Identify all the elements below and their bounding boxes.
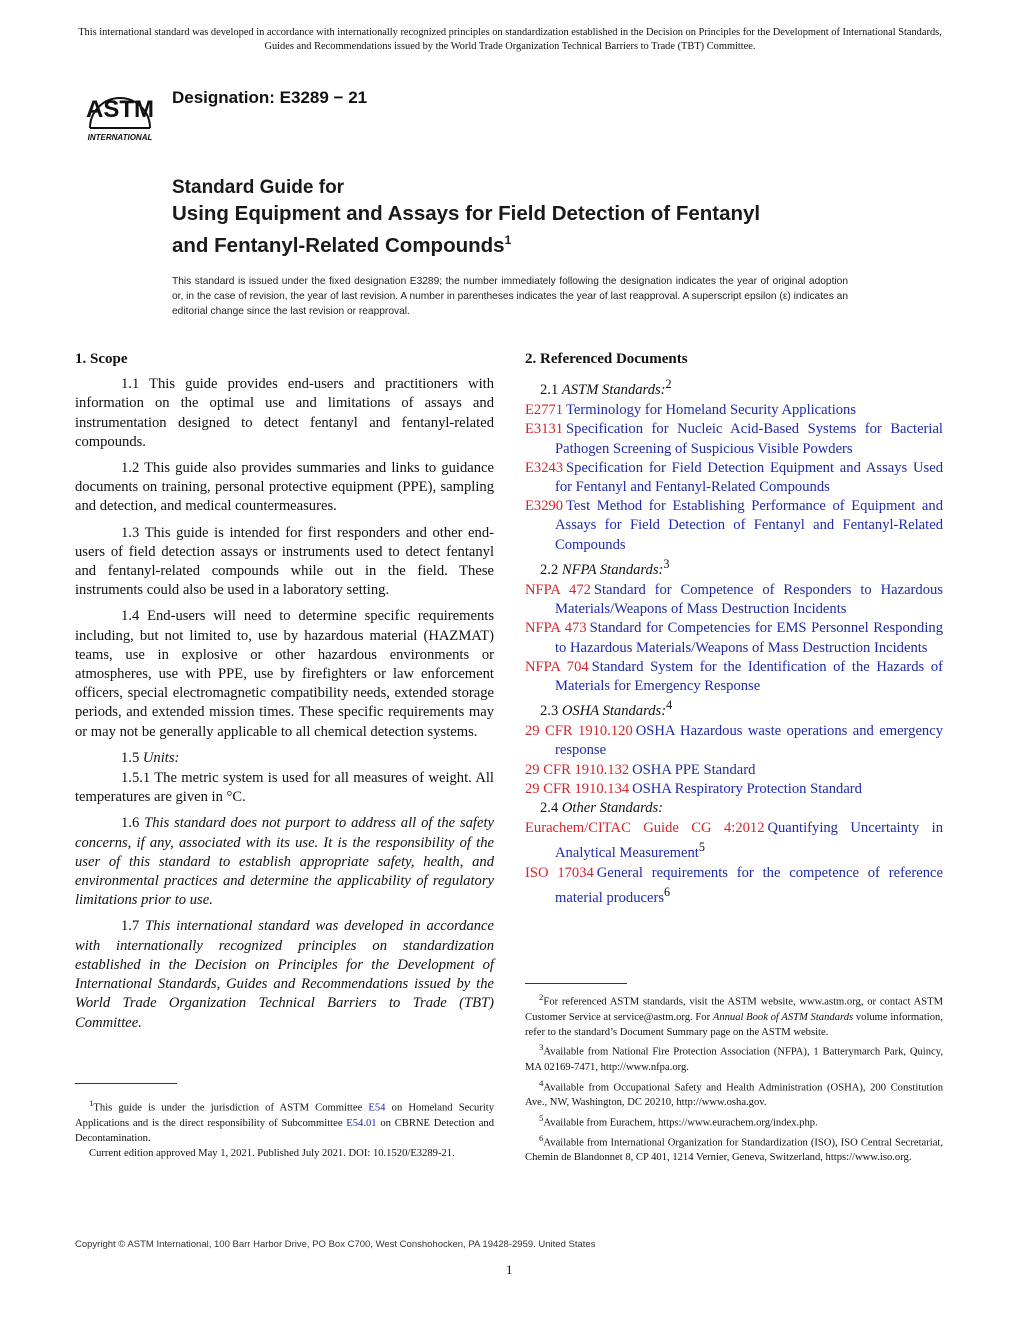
footnote-2: $^2$For referenced ASTM standards, visit the ASTM website, www.astm.org, or contact ASTM Customer Service at service@astm.org. For Annual Book of ASTM Standards volume information, refer to the standard’s Document Summary page on the ASTM website.	[525, 992, 943, 1039]
title-line-3: and Fentanyl-Related Compounds$^1$	[172, 233, 512, 257]
reference-code-link[interactable]: E3243	[525, 459, 564, 476]
reference-item	[525, 459, 943, 497]
reference-title-link[interactable]: Quantifying Uncertainty in Analytical Measurement	[555, 820, 944, 862]
reference-code-link[interactable]: 29 CFR 1910.120	[525, 723, 633, 740]
right-column	[525, 350, 943, 908]
reference-groups	[525, 375, 943, 908]
reference-code-link[interactable]: Eurachem/CITAC Guide CG 4:2012	[525, 820, 765, 837]
ref-group-heading: 2.4 Other Standards:	[540, 800, 664, 817]
reference-code-link[interactable]: NFPA 472	[525, 581, 591, 598]
reference-title-link[interactable]: OSHA Respiratory Protection Standard	[632, 780, 862, 797]
title-line-2: Using Equipment and Assays for Field Detection of Fentanyl	[172, 202, 761, 225]
footnotes-right	[525, 990, 943, 1166]
footnote-6: $^6$Available from International Organization for Standardization (ISO), ISO Central Secretariat, Chemin de Blandonnet 8, CP 401, 1214 Vernier, Geneva, Switzerland, https://www.iso.org.	[525, 1132, 943, 1164]
referenced-heading: 2. Referenced Documents	[525, 351, 688, 367]
reference-item	[525, 658, 943, 696]
reference-title-link[interactable]: Terminology for Homeland Security Applications	[566, 402, 857, 419]
reference-item	[525, 497, 943, 555]
ref-group-heading: 2.1 ASTM Standards:$^2$	[540, 377, 672, 399]
footnote-rule-right	[525, 983, 627, 984]
astm-logo	[78, 70, 162, 146]
ref-group-heading: 2.2 NFPA Standards:$^3$	[540, 556, 670, 578]
footnote-1: $^1$This guide is under the jurisdiction of ASTM Committee E54 on Homeland Security Applications and is the direct responsibility of Subcommittee E54.01 on CBRNE Detection and Decontamination.	[75, 1098, 494, 1145]
reference-code-link[interactable]: E3290	[525, 498, 564, 515]
left-column	[75, 350, 494, 1040]
reference-code-link[interactable]: 29 CFR 1910.134	[525, 780, 630, 797]
para-1-1: 1.1 This guide provides end-users and practitioners with information on the optimal use and limitations of assays and instrumentation designed to detect fentanyl and fentanyl-related compounds.	[75, 376, 494, 450]
reference-code-link[interactable]: E3131	[525, 421, 564, 438]
ref-group-heading: 2.3 OSHA Standards:$^4$	[540, 698, 673, 720]
para-1-2: 1.2 This guide also provides summaries and links to guidance documents on training, personal protective equipment (PPE), sampling and detection, and medical countermeasures.	[75, 460, 494, 515]
link-e54-01[interactable]: E54.01	[346, 1117, 377, 1129]
footnotes-left	[75, 1096, 494, 1162]
logo-text: ASTM	[86, 96, 154, 123]
reference-title-link[interactable]: Standard for Competence of Responders to Hazardous Materials/Weapons of Mass Destruction Incidents	[555, 581, 943, 618]
reference-title-link[interactable]: Standard for Competencies for EMS Personnel Responding to Hazardous Materials/Weapons of Mass Destruction Incidents	[555, 620, 943, 656]
reference-item	[525, 722, 943, 760]
footnote-4: $^4$Available from Occupational Safety and Health Administration (OSHA), 200 Constitution Ave., NW, Washington, DC 20210, http://www.osha.gov.	[525, 1077, 943, 1109]
reference-code-link[interactable]: ISO 17034	[525, 864, 594, 881]
footnote-1-edition: Current edition approved May 1, 2021. Published July 2021. DOI: 10.1520/E3289-21.	[89, 1148, 455, 1160]
reference-item	[525, 780, 943, 799]
reference-title-link[interactable]: Specification for Field Detection Equipment and Assays Used for Fentanyl and Fentanyl-Related Compounds	[555, 459, 943, 496]
link-e54[interactable]: E54	[368, 1102, 386, 1114]
reference-title-link[interactable]: Test Method for Establishing Performance of Equipment and Assays for Field Detection of Fentanyl and Fentanyl-Related Compounds	[555, 498, 943, 553]
reference-title-link[interactable]: Specification for Nucleic Acid-Based Systems for Bacterial Pathogen Screening of Suspicious Visible Powders	[555, 421, 943, 457]
reference-code-link[interactable]: NFPA 473	[525, 620, 587, 637]
title-line-1: Standard Guide for	[172, 177, 345, 198]
wto-notice: This international standard was developed in accordance with internationally recognized principles on standardization established in the Decision on Principles for the Development of International Standards, Guides and Recommendations issued by the World Trade Organization Technical Barriers to Trade (TBT) Committee.	[78, 27, 942, 52]
reference-item	[525, 619, 943, 657]
para-1-5: 1.5 Units:	[121, 749, 180, 766]
page-number: 1	[506, 1262, 513, 1277]
para-1-6: 1.6 This standard does not purport to address all of the safety concerns, if any, associated with its use. It is the responsibility of the user of this standard to establish appropriate safety, health, and environmental practices and determine the applicability of regulatory limitations prior to use.	[75, 815, 494, 909]
reference-item: ISO 17034 General requirements for the competence of reference material producers$^6$	[525, 864, 943, 906]
reference-item	[525, 420, 943, 458]
para-1-7: 1.7 This international standard was developed in accordance with internationally recognized principles on standardization established in the Decision on Principles for the Development of International Standards, Guides and Recommendations issued by the World Trade Organization Technical Barriers to Trade (TBT) Committee.	[75, 918, 494, 1031]
scope-heading: 1. Scope	[75, 351, 128, 367]
designation: Designation: E3289 − 21	[172, 88, 368, 107]
copyright: Copyright © ASTM International, 100 Barr Harbor Drive, PO Box C700, West Conshohocken, PA 19428-2959. United States	[75, 1239, 596, 1250]
footnote-5: $^5$Available from Eurachem, https://www.eurachem.org/index.php.	[539, 1112, 818, 1129]
logo-subtext: INTERNATIONAL	[87, 133, 153, 142]
para-1-4: 1.4 End-users will need to determine specific requirements including, but not limited to, use by hazardous material (HAZMAT) teams, use in explosive or other hazardous environments or atmospheres, use with PPE, use by firefighters or law enforcement officers, special electromagnetic compatibility needs, extended storage periods, and extended mission times. These specific requirements may or may not be generally applicable to all chemical detection systems.	[75, 608, 494, 740]
reference-title-link[interactable]: OSHA PPE Standard	[632, 761, 756, 778]
issuance-note: This standard is issued under the fixed designation E3289; the number immediately following the designation indicates the year of original adoption or, in the case of revision, the year of last revision. A number in parentheses indicates the year of last reapproval. A superscript epsilon (ε) indicates an editorial change since the last revision or reapproval.	[172, 276, 848, 317]
para-1-5-1: 1.5.1 The metric system is used for all measures of weight. All temperatures are given in °C.	[75, 770, 494, 806]
reference-title-link[interactable]: Standard System for the Identification of the Hazards of Materials for Emergency Response	[555, 658, 943, 694]
reference-item	[525, 401, 943, 420]
title-footnote-mark[interactable]: 1	[504, 233, 512, 247]
reference-code-link[interactable]: E2771	[525, 402, 564, 419]
footnote-3: $^3$Available from National Fire Protection Association (NFPA), 1 Batterymarch Park, Quincy, MA 02169-7471, http://www.nfpa.org.	[525, 1042, 943, 1074]
reference-code-link[interactable]: NFPA 704	[525, 658, 589, 675]
footnote-rule-left	[75, 1083, 177, 1084]
reference-item: Eurachem/CITAC Guide CG 4:2012 Quantifying Uncertainty in Analytical Measurement$^5$	[525, 820, 944, 862]
document-title	[172, 175, 932, 259]
reference-title-link[interactable]: OSHA Hazardous waste operations and emergency response	[555, 723, 943, 759]
para-1-3: 1.3 This guide is intended for first responders and other end-users of field detection assays or instruments used to detect fentanyl and fentanyl-related compounds while out in the field. These instruments could also be used in a laboratory setting.	[75, 524, 494, 599]
reference-title-link[interactable]: General requirements for the competence of reference material producers	[555, 864, 943, 906]
reference-item	[525, 761, 943, 780]
reference-item	[525, 581, 943, 619]
reference-code-link[interactable]: 29 CFR 1910.132	[525, 761, 630, 778]
